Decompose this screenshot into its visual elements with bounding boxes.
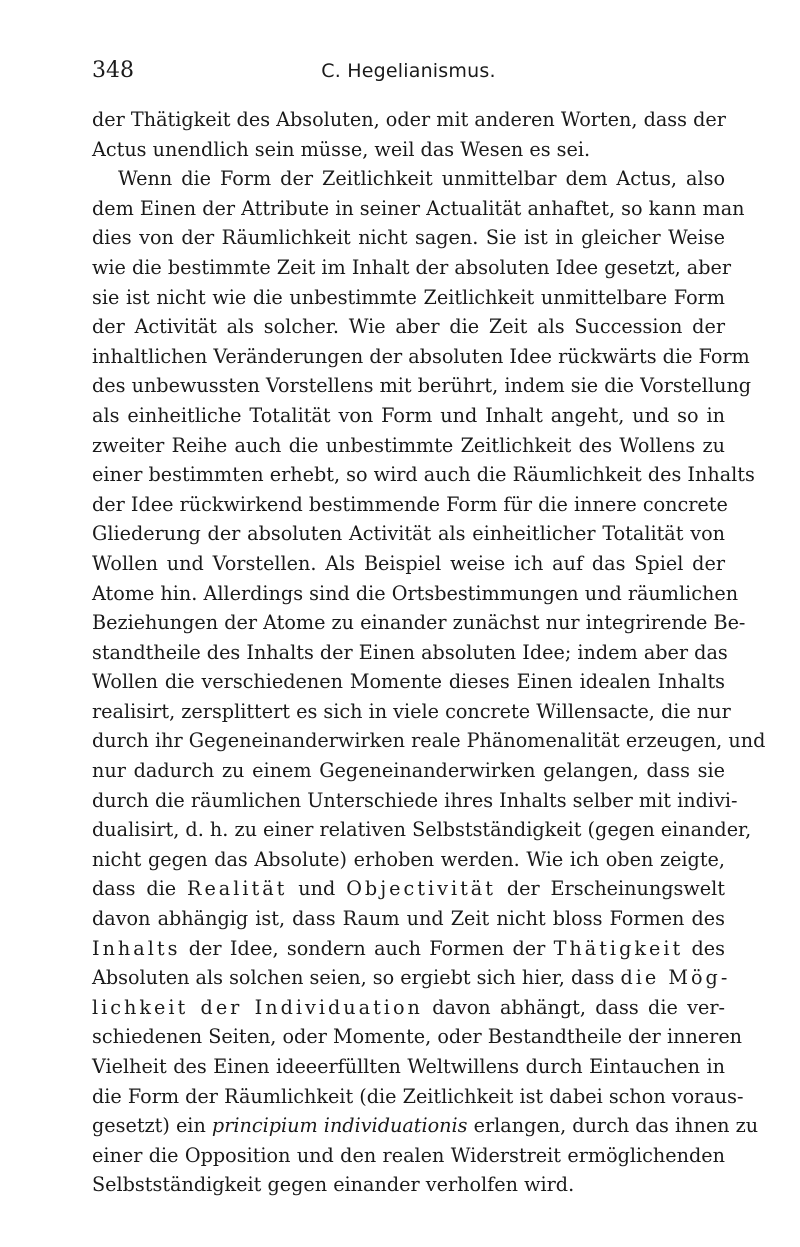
text-line: Inhalts der Idee, sondern auch Formen der Thätigkeit des xyxy=(92,936,725,960)
text-line: Absoluten als solchen seien, so ergiebt sich hier, dass die Mög- xyxy=(92,966,731,990)
spaced-term: die Mög- xyxy=(620,966,731,990)
spaced-term: lichkeit der Individuation xyxy=(92,995,423,1019)
text-line: dem Einen der Attribute in seiner Actualität anhaftet, so kann man xyxy=(92,196,745,220)
text-line: der Activität als solcher. Wie aber die Zeit als Succession der xyxy=(92,315,725,339)
text-line: einer die Opposition und den realen Widerstreit ermöglichenden xyxy=(92,1143,725,1167)
text-line: zweiter Reihe auch die unbestimmte Zeitlichkeit des Wollens zu xyxy=(92,433,725,457)
text-line: wie die bestimmte Zeit im Inhalt der absoluten Idee gesetzt, aber xyxy=(92,255,732,279)
spaced-term: Objectivität xyxy=(346,877,496,901)
text-line: des unbewussten Vorstellens mit berührt, indem sie die Vorstellung xyxy=(92,374,752,398)
text-line: gesetzt) ein principium individuationis erlangen, durch das ihnen zu xyxy=(92,1114,759,1138)
text-line: durch ihr Gegeneinanderwirken reale Phänomenalität erzeugen, und xyxy=(92,729,766,753)
text-line: davon abhängig ist, dass Raum und Zeit nicht bloss Formen des xyxy=(92,907,725,931)
text-line: Wollen die verschiedenen Momente dieses Einen idealen Inhalts xyxy=(92,670,725,694)
text-line: Actus unendlich sein müsse, weil das Wesen es sei. xyxy=(92,137,591,161)
spaced-term: Inhalts xyxy=(92,936,181,960)
text-line: dualisirt, d. h. zu einer relativen Selbstständigkeit (gegen einander, xyxy=(92,818,752,842)
text-line: der Thätigkeit des Absoluten, oder mit anderen Worten, dass der xyxy=(92,108,726,131)
text-line: Selbstständigkeit gegen einander verholfen wird. xyxy=(92,1173,575,1197)
text-line: schiedenen Seiten, oder Momente, oder Bestandtheile der inneren xyxy=(92,1025,743,1049)
text-line: Wenn die Form der Zeitlichkeit unmittelbar dem Actus, also xyxy=(118,167,725,191)
text-line: sie ist nicht wie die unbestimmte Zeitlichkeit unmittelbare Form xyxy=(92,285,725,309)
text-line: durch die räumlichen Unterschiede ihres Inhalts selber mit indivi- xyxy=(92,788,738,812)
spaced-term: Thätigkeit xyxy=(553,936,684,960)
text-line: inhaltlichen Veränderungen der absoluten Idee rückwärts die Form xyxy=(92,344,750,368)
spaced-term: Realität xyxy=(187,877,288,901)
text-line: Wollen und Vorstellen. Als Beispiel weise ich auf das Spiel der xyxy=(92,551,725,575)
text-line: Gliederung der absoluten Activität als einheitlicher Totalität von xyxy=(92,522,725,546)
page-header xyxy=(92,56,725,86)
text-line: Vielheit des Einen ideeerfüllten Weltwillens durch Eintauchen in xyxy=(92,1055,725,1078)
text-line: einer bestimmten erhebt, so wird auch die Räumlichkeit des Inhalts xyxy=(92,463,755,487)
text-line: dies von der Räumlichkeit nicht sagen. Sie ist in gleicher Weise xyxy=(92,226,725,250)
text-line: Atome hin. Allerdings sind die Ortsbestimmungen und räumlichen xyxy=(92,581,739,605)
text-line: der Idee rückwirkend bestimmende Form für die innere concrete xyxy=(92,492,728,516)
text-line: nicht gegen das Absolute) erhoben werden. Wie ich oben zeigte, xyxy=(92,847,725,871)
text-line: Beziehungen der Atome zu einander zunächst nur integrirende Be- xyxy=(92,611,746,635)
body-text xyxy=(92,105,766,1200)
italic-term: principium individuationis xyxy=(211,1114,468,1138)
text-line: nur dadurch zu einem Gegeneinanderwirken gelangen, dass sie xyxy=(92,759,725,783)
page-number: 348 xyxy=(92,58,134,83)
text-line: dass die Realität und Objectivität der Erscheinungswelt xyxy=(92,877,725,901)
running-head: C. Hegelianismus. xyxy=(321,60,496,82)
text-line: realisirt, zersplittert es sich in viele concrete Willensacte, die nur xyxy=(92,699,731,723)
text-line: lichkeit der Individuation davon abhängt, dass die ver- xyxy=(92,995,725,1019)
text-line: als einheitliche Totalität von Form und Inhalt angeht, und so in xyxy=(92,403,725,427)
text-line: standtheile des Inhalts der Einen absoluten Idee; indem aber das xyxy=(92,640,728,664)
text-line: die Form der Räumlichkeit (die Zeitlichkeit ist dabei schon voraus- xyxy=(92,1084,744,1108)
